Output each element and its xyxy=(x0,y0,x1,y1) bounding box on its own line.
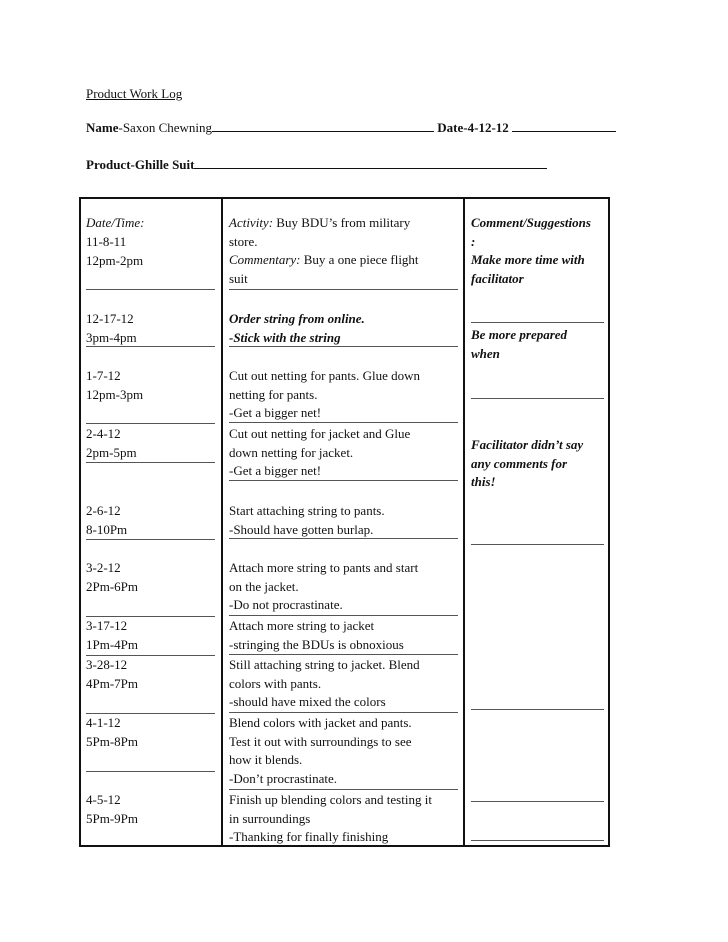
time: 12pm-2pm xyxy=(86,252,144,268)
date: 4-1-12 xyxy=(86,715,121,730)
date: 2-6-12 xyxy=(86,503,121,518)
row-separator xyxy=(229,615,458,616)
row-separator xyxy=(86,462,215,463)
date: 1-7-12 xyxy=(86,368,121,383)
product-label: Product xyxy=(86,157,131,172)
time: 3pm-4pm xyxy=(86,329,137,345)
date: 3-28-12 xyxy=(86,657,128,672)
time: 5Pm-9Pm xyxy=(86,810,139,826)
row-separator xyxy=(471,709,604,710)
row-separator xyxy=(86,713,215,714)
name-blank-line xyxy=(212,121,434,132)
activity-entry-4: Cut out netting for jacket and Glue down netting for jacket. -Get a bigger net! xyxy=(229,426,411,478)
row-separator xyxy=(86,771,215,772)
row-separator xyxy=(471,840,604,841)
date-entry-5 xyxy=(86,502,127,539)
row-separator xyxy=(229,712,458,713)
product-value: -Ghille Suit xyxy=(130,157,195,172)
row-separator xyxy=(86,423,215,424)
date-entry-9 xyxy=(86,714,138,751)
row-separator xyxy=(229,538,458,539)
date-blank-line xyxy=(512,121,616,132)
activity-entry-6: Attach more string to pants and start on the jacket. -Do not procrastinate. xyxy=(229,560,419,612)
row-separator xyxy=(86,289,215,290)
time: 12pm-3pm xyxy=(86,386,144,402)
time: 5Pm-8Pm xyxy=(86,733,139,749)
row-separator xyxy=(229,480,458,481)
activity-entry-1: Activity: Buy BDU’s from military store. Commentary: Buy a one piece flight suit xyxy=(229,215,419,286)
date-entry-10 xyxy=(86,791,138,828)
activity-label: Activity: xyxy=(229,215,274,230)
comment-1: Make more time with facilitator xyxy=(471,252,585,286)
name-date-line xyxy=(86,120,616,136)
time: 1Pm-4Pm xyxy=(86,636,139,652)
column-divider-2 xyxy=(463,197,465,847)
date: 4-5-12 xyxy=(86,792,121,807)
date-entry-2 xyxy=(86,310,137,347)
date: 12-17-12 xyxy=(86,311,134,326)
time: 2Pm-6Pm xyxy=(86,578,139,594)
activity-entry-8: Still attaching string to jacket. Blend colors with pants. -should have mixed the colors xyxy=(229,657,420,709)
row-separator xyxy=(471,398,604,399)
date-entry-6 xyxy=(86,559,138,596)
date-entry-8 xyxy=(86,656,138,693)
name-value: -Saxon Chewning xyxy=(118,120,213,135)
document-title: Product Work Log xyxy=(86,86,183,101)
date: 3-17-12 xyxy=(86,618,128,633)
date-entry-3 xyxy=(86,367,143,404)
row-separator xyxy=(229,654,458,655)
activity-entry-10: Finish up blending colors and testing it in surroundings -Thanking for finally finishing xyxy=(229,792,432,844)
product-line xyxy=(86,157,547,173)
date: 2-4-12 xyxy=(86,426,121,441)
date-time-header: Date/Time: xyxy=(86,215,145,230)
row-separator xyxy=(86,616,215,617)
date-entry-7 xyxy=(86,617,138,654)
date-label: Date xyxy=(437,120,464,135)
commentary-label: Commentary: xyxy=(229,252,301,267)
comments-header: Comment/Suggestions : xyxy=(471,215,591,249)
row-separator xyxy=(86,539,215,540)
row-separator xyxy=(86,346,215,347)
activity-entry-9: Blend colors with jacket and pants. Test it out with surroundings to see how it blends. -Don’t procrastinate. xyxy=(229,715,412,786)
activity-entry-2: Order string from online. -Stick with the string xyxy=(229,311,365,345)
time: 8-10Pm xyxy=(86,521,128,537)
comment-3: Facilitator didn’t say any comments for this! xyxy=(471,437,584,489)
date: 11-8-11 xyxy=(86,234,127,249)
row-separator xyxy=(229,789,458,790)
row-separator xyxy=(229,346,458,347)
row-separator xyxy=(471,322,604,323)
row-separator xyxy=(229,289,458,290)
date-entry-1 xyxy=(86,233,143,270)
date-entry-4 xyxy=(86,425,137,462)
row-separator xyxy=(229,422,458,423)
time: 2pm-5pm xyxy=(86,444,137,460)
date-value: -4-12-12 xyxy=(463,120,509,135)
comment-2: Be more prepared when xyxy=(471,327,568,361)
time: 4Pm-7Pm xyxy=(86,675,139,691)
date: 3-2-12 xyxy=(86,560,121,575)
name-label: Name xyxy=(86,120,119,135)
activity-entry-7: Attach more string to jacket -stringing the BDUs is obnoxious xyxy=(229,618,404,652)
row-separator xyxy=(471,801,604,802)
activity-entry-3: Cut out netting for pants. Glue down netting for pants. -Get a bigger net! xyxy=(229,368,421,420)
activity-entry-5: Start attaching string to pants. -Should have gotten burlap. xyxy=(229,503,385,537)
row-separator xyxy=(471,544,604,545)
row-separator xyxy=(86,655,215,656)
product-blank-line xyxy=(194,158,547,169)
column-divider-1 xyxy=(221,197,223,847)
